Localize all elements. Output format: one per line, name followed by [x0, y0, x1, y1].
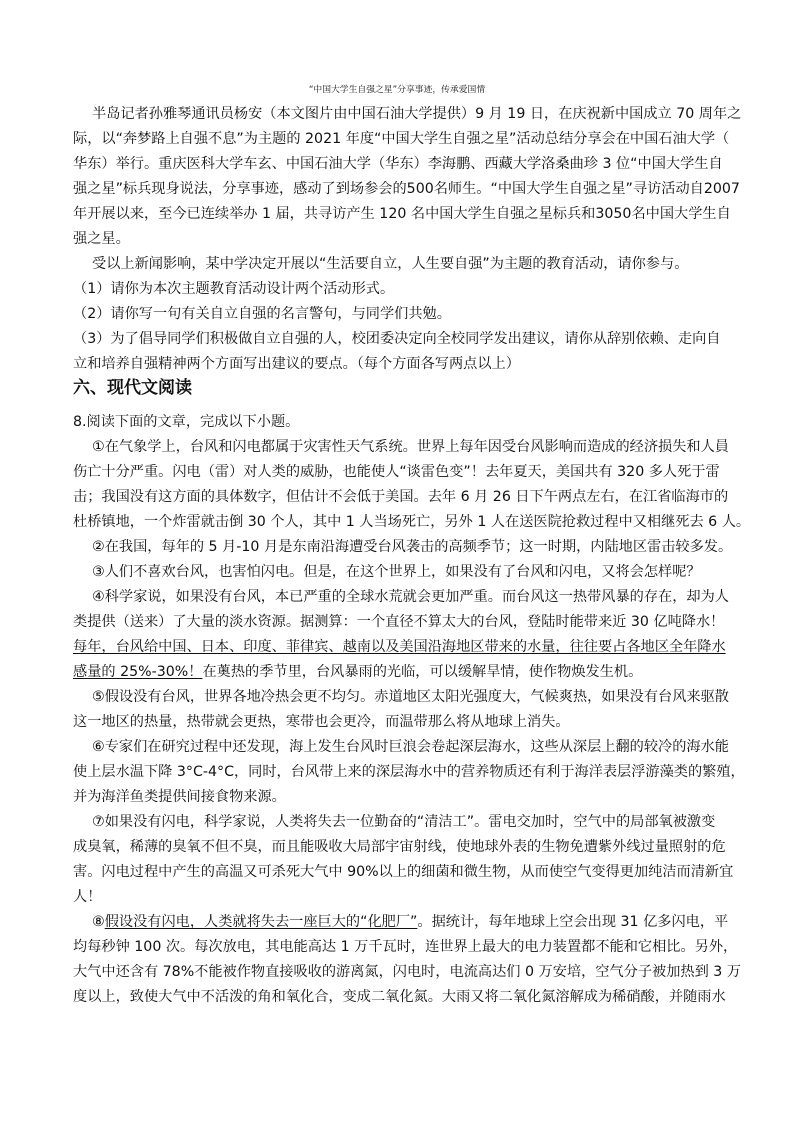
paragraph-6-line-1: ⑥专家们在研究过程中还发现，海上发生台风时巨浪会卷起深层海水，这些从深层上翻的较冷的海水能	[92, 739, 729, 755]
paragraph-7-line-1: ⑦如果没有闪电，科学家说，人类将失去一位勤奋的“清洁工”。雷电交加时，空气中的局部氧被激变	[92, 814, 716, 830]
paragraph-7-line-3: 害。闪电过程中产生的高温又可杀死大气中 90%以上的细菌和微生物，从而使空气变得更加纯洁而清新宜	[73, 864, 734, 880]
paragraph-4-line-3-underlined: 每年，台风给中国、日本、印度、菲律宾、越南以及美国沿海地区带来的水量，往往要占各地区全年降水	[73, 639, 726, 655]
task-item-2: （2）请你写一句有关自立自强的名言警句，与同学们共勉。	[73, 306, 451, 322]
news-paragraph-line-6: 强之星。	[73, 231, 130, 247]
paragraph-1-line-4: 杜桥镇地，一个炸雷就击倒 30 个人，其中 1 人当场死亡，另外 1 人在送医院抢救过程中又相继死去 6 人。	[73, 514, 751, 530]
paragraph-6-line-2: 使上层水温下降 3°C-4°C，同时，台风带上来的深层海水中的营养物质还有利于海洋表层浮游藻类的繁殖，	[73, 764, 745, 780]
paragraph-8-line-2: 均每秒钟 100 次。每次放电，其电能高达 1 万千瓦时，连世界上最大的电力装置都不能和它相比。另外，	[73, 939, 738, 955]
news-paragraph-line-1: 半岛记者孙雅琴通讯员杨安（本文图片由中国石油大学提供）9 月 19 日，在庆祝新中国成立 70 周年之	[92, 106, 742, 122]
task-item-1: （1）请你为本次主题教育活动设计两个活动形式。	[73, 281, 395, 297]
task-intro: 受以上新闻影响，某中学决定开展以“生活要自立，人生要自强”为主题的教育活动，请你参与。	[92, 256, 689, 272]
paragraph-4-line-1: ④科学家说，如果没有台风，本已严重的全球水荒就会更加严重。而台风这一热带风暴的存在，却为人	[92, 589, 729, 605]
paragraph-4-underlined-end: 感量的 25%-30%！	[73, 664, 203, 680]
paragraph-8-line-4: 度以上，致使大气中不活泼的角和氧化合，变成二氧化氮。大雨又将二氧化氮溶解成为稀硝酸，并随雨水	[73, 989, 726, 1005]
paragraph-8-line-3: 大气中还含有 78%不能被作物直接吸收的游离氮，闪电时，电流高达们 0 万安培，空气分子被加热到 3 万	[73, 964, 742, 980]
paragraph-5-line-1: ⑤假设没有台风，世界各地冷热会更不均匀。赤道地区太阳光强度大，气候爽热，如果没有台风来驱散	[92, 689, 729, 705]
section-heading: 六、现代文阅读	[73, 378, 192, 398]
paragraph-8-underlined-sentence: 假设没有闪电，人类就将失去一座巨大的“化肥厂”	[104, 914, 418, 930]
paragraph-2: ②在我国，每年的 5 月-10 月是东南沿海遭受台风袭击的高频季节；这一时期，内陆地区雷击较多发。	[92, 539, 733, 555]
paragraph-3: ③人们不喜欢台风，也害怕闪电。但是，在这个世界上，如果没有了台风和闪电，又将会怎样呢？	[92, 564, 701, 580]
task-item-3-line-2: 立和培养自强精神两个方面写出建议的要点。（每个方面各写两点以上）	[73, 356, 520, 372]
task-item-3-line-1: （3）为了倡导同学们积极做自立自强的人，校团委决定向全校同学发出建议，请你从辞别依赖、走向自	[73, 331, 721, 347]
paragraph-1-line-3: 击；我国没有这方面的具体数字，但估计不会低于美国。去年 6 月 26 日下午两点左右，在江省临海市的	[73, 489, 729, 505]
paragraph-7-line-2: 成臭氧，稀薄的臭氧不但不臭，而且能吸收大局部宇宙射线，使地球外表的生物免遭紫外线过量照射的危	[73, 839, 726, 855]
news-paragraph-line-4: 强之星”标兵现身说法，分享事迹，感动了到场参会的500名师生。“中国大学生自强之星”寻访活动自2007	[73, 181, 740, 197]
paragraph-8-line-1	[92, 910, 742, 934]
paragraph-5-line-2: 这一地区的热量，热带就会更热，寒带也会更冷，而温带那么将从地球上消失。	[73, 714, 570, 730]
paragraph-8-line-1-rest: 。据统计，每年地球上空会出现 31 亿多闪电，平	[417, 914, 729, 930]
paragraph-4-line-4	[73, 660, 723, 684]
paragraph-6-line-3: 并为海洋鱼类提供间接食物来源。	[73, 789, 286, 805]
paragraph-1-line-1: ①在气象学上，台风和闪电都属于灾害性天气系统。世界上每年因受台风影响而造成的经济损失和人員	[92, 439, 729, 455]
article-title: “中国大学生自强之星”分享事迹，传承爱国情	[308, 85, 486, 95]
news-paragraph-line-3: 华东）举行。重庆医科大学车玄、中国石油大学（华东）李海鹏、西藏大学洛桑曲珍 3 位“中国大学生自	[73, 156, 723, 172]
paragraph-4-line-2: 类提供（送来）了大量的淡水资源。据测算：一个直径不算太大的台风，登陆时能带来近 30 亿吨降水！	[73, 614, 725, 630]
paragraph-1-line-2: 伤亡十分严重。闪电（雷）对人类的威胁，也能使人“谈雷色变”！去年夏天，美国共有 320 多人死于雷	[73, 464, 720, 480]
news-paragraph-line-2: 际，以“奔梦路上自强不息”为主题的 2021 年度“中国大学生自强之星”活动总结分享会在中国石油大学（	[73, 131, 730, 147]
paragraph-4-line-4-rest: 在薁热的季节里，台风暴雨的光临，可以缓解旱情，使作物焕发生机。	[202, 664, 643, 680]
news-paragraph-line-5: 年开展以来，至今已连续举办 1 届，共寻访产生 120 名中国大学生自强之星标兵和3050名中国大学生自	[73, 206, 731, 222]
paragraph-7-line-4: 人！	[73, 889, 102, 905]
paragraph-8-number: ⑧	[92, 914, 105, 930]
question-intro: 8.阅读下面的文章，完成以下小题。	[73, 414, 300, 430]
